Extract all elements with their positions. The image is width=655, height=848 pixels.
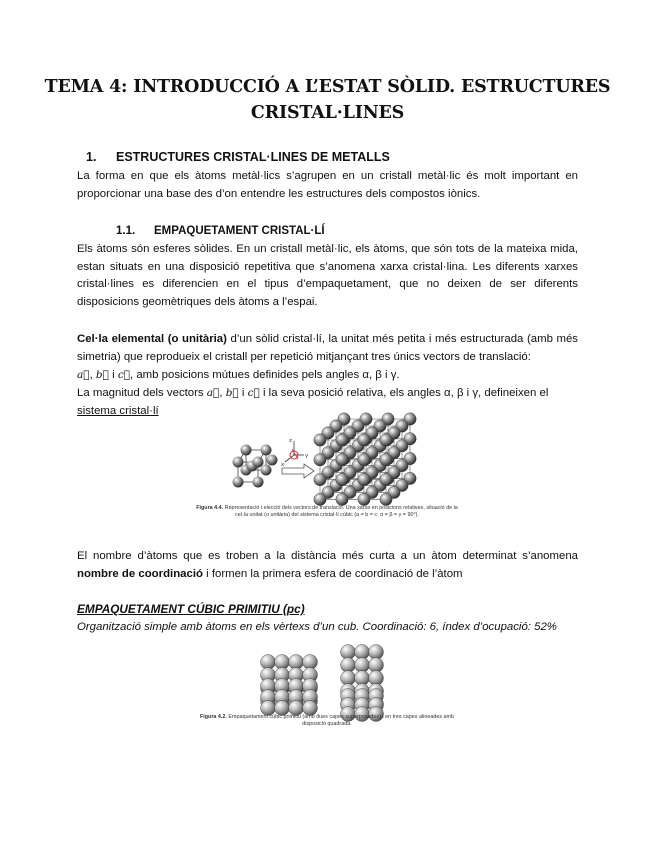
figure-2-caption-line-1	[170, 714, 484, 721]
vector-c: c⃗	[117, 369, 130, 381]
axis-label-x: x	[281, 462, 285, 468]
packing-sphere	[369, 645, 384, 660]
vector-a: a⃗	[77, 369, 90, 381]
vector-b: b⃗	[95, 369, 109, 381]
packing-sphere	[289, 655, 304, 670]
magnitude-post-text: i la seva posició relativa, els angles α, β i γ, defineixen el	[259, 387, 549, 399]
magnitude-separator: i	[238, 387, 248, 399]
packing-sphere	[341, 658, 356, 673]
packing-sphere	[369, 658, 384, 673]
axis-label-y: y	[305, 453, 309, 459]
vectors-rest-text: , amb posicions mútues definides pels angles α, β i γ.	[130, 369, 400, 381]
packing-sphere	[355, 645, 370, 660]
vector-c: c⃗	[247, 387, 260, 399]
figure-1-caption-line-2: cel·la unitat (o unitària) del sistema cristal·lí cúbic (a = b = c; α = β = γ = 90°).	[235, 512, 419, 518]
axis-label-z: z	[289, 438, 292, 444]
packing-sphere	[261, 655, 276, 670]
page-title-line-2: CRISTAL·LINES	[250, 103, 405, 123]
packing-two-layers-drawing	[261, 655, 318, 716]
coordination-term: nombre de coordinació	[77, 567, 203, 580]
page-title-line-1: TEMA 4: INTRODUCCIÓ A L’ESTAT SÒLID. ESTRUCTURES	[44, 77, 611, 97]
vector-b: b⃗	[225, 387, 239, 399]
section-1-1-number: 1.1.	[116, 225, 136, 237]
coordination-text-2: i formen la primera esfera de coordinació de l’àtom	[202, 567, 463, 580]
figure-2-caption-line-2: disposició quadrada.	[302, 721, 352, 727]
vectors-separator: ,	[89, 369, 96, 381]
figure-1-caption-text: Representació i elecció dels vectors de translació. Una xarxa en posicions relatives, situació de la	[223, 505, 458, 511]
section-1-number: 1.	[86, 150, 97, 164]
packing-three-layers-drawing	[341, 645, 384, 722]
vector-a: a⃗	[206, 387, 220, 399]
packing-sphere	[355, 671, 370, 686]
coordination-text: El nombre d’àtoms que es troben a la distància més curta a un àtom determinat s’anomena	[77, 550, 578, 562]
packing-sphere	[341, 671, 356, 686]
packing-sphere	[369, 671, 384, 686]
unit-cell-text: d’un sòlid cristal·lí, la unitat més petita i més estructurada (amb més simetria) que reprodueix el cristall per repetició mitjançant tres únics vectors de translació:	[77, 333, 578, 363]
section-1-heading-text: ESTRUCTURES CRISTAL·LINES DE METALLS	[116, 150, 390, 164]
packing-sphere	[303, 655, 318, 670]
magnitude-separator: ,	[219, 387, 226, 399]
section-1-1-heading-text: EMPAQUETAMENT CRISTAL·LÍ	[154, 225, 325, 237]
figure-1-caption-label: Figura 4.4.	[196, 505, 224, 511]
figure-2-caption-text: Empaquetament cúbic primitiu (amb dues capes superposades) i en tres capes alineades amb	[226, 714, 455, 720]
figure-2-caption-label: Figura 4.2.	[199, 714, 227, 720]
figure-2-caption	[170, 714, 484, 728]
packing-sphere	[355, 658, 370, 673]
crystal-system-term: sistema cristal·lí	[77, 405, 159, 417]
section-1-paragraph: La forma en que els àtoms metàl·lics s’agrupen en un cristall metàl·lic és molt important en proporcionar una base des d’on entendre les estructures dels compostos iònics.	[77, 170, 578, 200]
primitive-cubic-title: EMPAQUETAMENT CÚBIC PRIMITIU (pc)	[77, 602, 305, 616]
vectors-separator: i	[108, 369, 118, 381]
magnitude-pre-text: La magnitud dels vectors	[77, 387, 207, 399]
packing-sphere	[275, 655, 290, 670]
unit-cell-term: Cel·la elemental (o unitària)	[77, 333, 227, 345]
packing-sphere	[341, 645, 356, 660]
primitive-cubic-description: Organització simple amb àtoms en els vèrtexs d’un cub. Coordinació: 6, índex d’ocupació: 52%	[77, 621, 557, 633]
section-1-1-paragraph: Els àtoms són esferes sòlides. En un cristall metàl·lic, els àtoms, que són tots de la mateixa mida, estan situats en una disposició repetitiva que s’anomena xarxa cristal·lina. Les diferents xarxes cristal·lines es diferencien en el tipus d’empaquetament, que no deixen de ser diferents disposicions geomètriques dels àtoms a l’espai.	[77, 243, 578, 308]
